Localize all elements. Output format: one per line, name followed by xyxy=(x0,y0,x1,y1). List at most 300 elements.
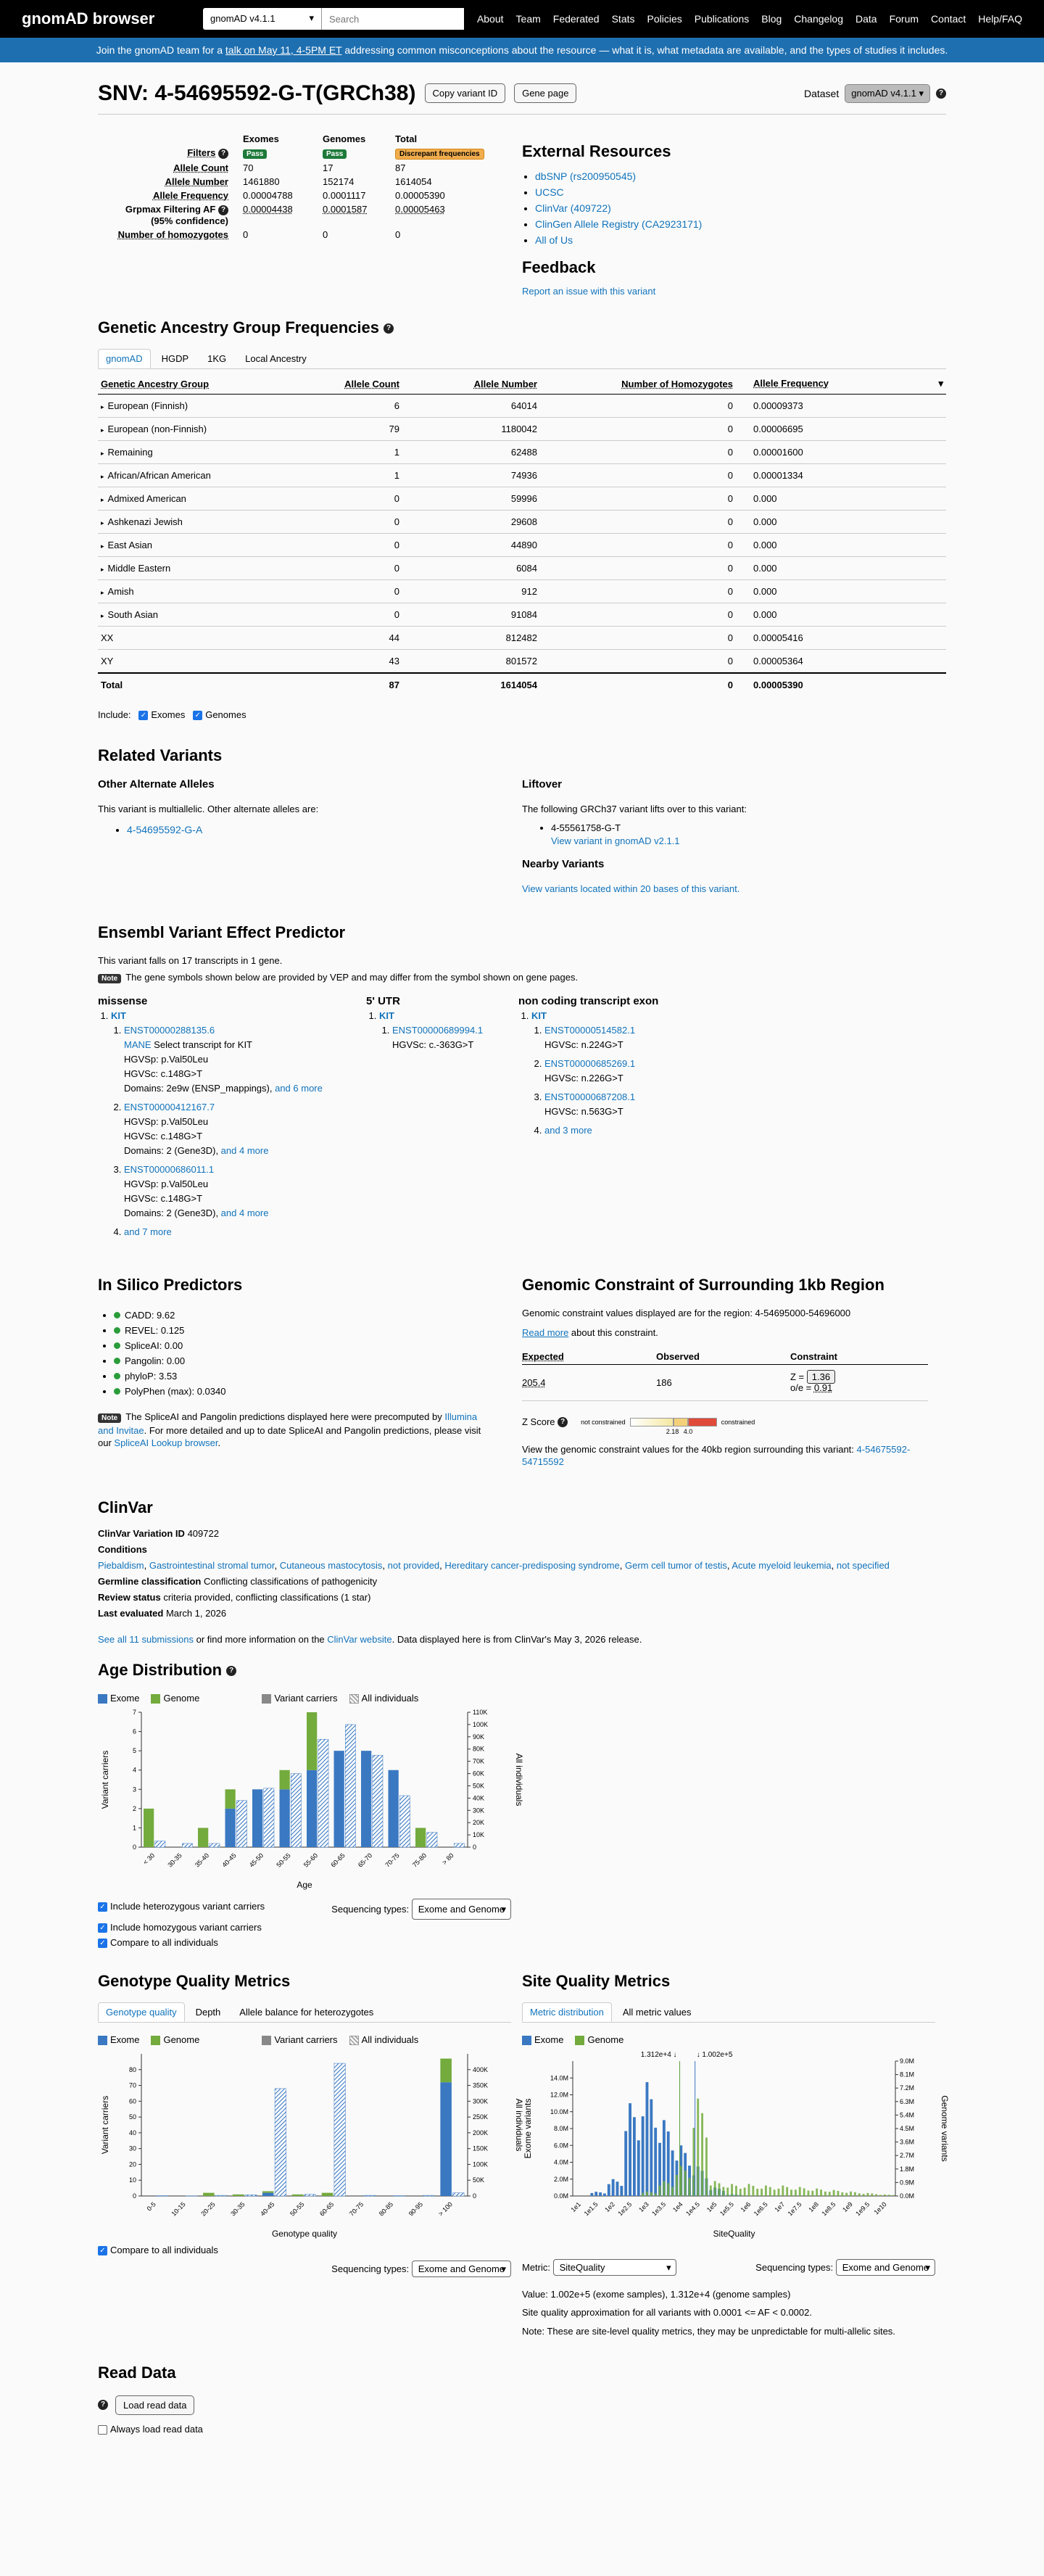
y-tick-label: 4.0M xyxy=(553,2158,568,2166)
x-tick-label: 40-45 xyxy=(259,2200,276,2218)
cell-text: European (Finnish) xyxy=(107,400,188,411)
bar-genome xyxy=(705,2137,708,2196)
dataset-selector xyxy=(804,84,946,103)
exome-grpmax[interactable]: 0.00004438 xyxy=(243,204,293,215)
group-cell xyxy=(98,464,315,487)
sq-seq-type-select[interactable]: Exome and Genome ▾ xyxy=(836,2259,935,2276)
transcript-link[interactable]: ENST00000687208.1 xyxy=(544,1091,636,1102)
group-cell xyxy=(98,673,315,696)
genome-hom: 0 xyxy=(323,228,328,240)
help-icon[interactable]: ? xyxy=(218,149,228,159)
bar-exome xyxy=(646,2082,649,2196)
allofus-link[interactable]: All of Us xyxy=(535,234,573,246)
bar-exome xyxy=(612,2179,615,2195)
expand-caret-icon[interactable]: ▸ xyxy=(101,403,104,410)
cell-text: 1614054 xyxy=(500,679,537,690)
x-tick-label: 1e6.5 xyxy=(752,2200,769,2218)
clinvar-see-mid: or find more information on the xyxy=(194,1633,328,1645)
more-domains-link[interactable]: and 4 more xyxy=(220,1207,269,1218)
liftover xyxy=(522,778,946,894)
search-input[interactable] xyxy=(322,8,464,30)
homozygotes-cell xyxy=(540,673,736,696)
y-tick-label: 7 xyxy=(132,1708,136,1716)
y-tick-label: 5 xyxy=(132,1746,136,1754)
x-axis-label: SiteQuality xyxy=(713,2228,755,2239)
nav-forum[interactable]: Forum xyxy=(889,13,919,25)
nav-links xyxy=(477,13,1022,25)
header-group[interactable]: Genetic Ancestry Group xyxy=(98,373,315,395)
legend-label: All individuals xyxy=(361,2034,419,2045)
table-row[interactable] xyxy=(98,650,946,673)
genomes-checkbox-label: Genomes xyxy=(205,709,246,720)
total-ac: 87 xyxy=(395,162,406,173)
metric-select[interactable]: SiteQuality ▾ xyxy=(553,2259,676,2276)
expand-caret-icon[interactable]: ▸ xyxy=(101,496,104,503)
allele-frequency-cell xyxy=(736,511,946,534)
allele-number-cell xyxy=(402,557,540,580)
sort-desc-icon: ▾ xyxy=(938,378,943,389)
cell-text: 0.000 xyxy=(753,493,777,504)
bar-all-individuals xyxy=(334,2063,346,2196)
y2-tick-label: 0 xyxy=(473,2192,477,2200)
total-grpmax[interactable]: 0.00005463 xyxy=(395,204,445,215)
allele-count-cell xyxy=(315,673,402,696)
last-evaluated-label: Last evaluated xyxy=(98,1607,164,1619)
table-row[interactable] xyxy=(98,464,946,487)
sq-approx-text: Site quality approximation for all variants with 0.0001 <= AF < 0.0002. xyxy=(522,2306,812,2318)
tab-depth[interactable]: Depth xyxy=(195,2006,221,2018)
table-row[interactable] xyxy=(98,627,946,650)
nav-help[interactable]: Help/FAQ xyxy=(978,13,1022,25)
sq-note-text: Note: These are site-level quality metrics, they may be unpredictable for multi-allelic sites. xyxy=(522,2325,895,2337)
x-tick-label: 1e6 xyxy=(739,2200,753,2213)
other-alleles-text: This variant is multiallelic. Other alternate alleles are: xyxy=(98,803,319,814)
constraint-region-link[interactable]: 4-54675592-54715592 xyxy=(522,1443,911,1467)
zscore-label: Z Score xyxy=(522,1416,555,1428)
legend-swatch xyxy=(522,2036,531,2045)
homozygotes-cell xyxy=(540,557,736,580)
y-tick-label: 10 xyxy=(128,2176,136,2184)
gene-link[interactable]: KIT xyxy=(111,1010,126,1021)
x-tick-label: 50-55 xyxy=(275,1851,292,1869)
clinvar-link[interactable]: ClinVar (409722) xyxy=(535,202,611,214)
gene-link[interactable]: KIT xyxy=(379,1010,394,1021)
help-icon[interactable]: ? xyxy=(226,1666,236,1676)
legend-exome xyxy=(98,2034,139,2045)
allele-count-cell xyxy=(315,580,402,603)
bar-genome xyxy=(680,2166,682,2195)
header-homozygotes[interactable]: Number of Homozygotes xyxy=(540,373,736,395)
expected-value: 205.4 xyxy=(522,1376,546,1388)
y2-axis-label: Genome variants xyxy=(940,2094,950,2162)
cell-text: 0 xyxy=(727,540,733,550)
transcript-link[interactable]: ENST00000689994.1 xyxy=(392,1024,484,1036)
header-allele-number[interactable]: Allele Number xyxy=(402,373,540,395)
banner-text-after: addressing common misconceptions about the resource — what it is, what metadata are available, and the types of studies it includes. xyxy=(341,44,948,56)
genome-af: 0.0001117 xyxy=(323,190,366,201)
y-tick-label: 10.0M xyxy=(550,2108,568,2115)
header-allele-frequency[interactable] xyxy=(736,373,946,395)
bar-all-individuals xyxy=(182,1844,192,1847)
bar-genome xyxy=(735,2186,737,2196)
clinvar-website-link[interactable]: ClinVar website xyxy=(327,1633,392,1645)
y2-tick-label: 150K xyxy=(473,2144,489,2152)
gene-link[interactable]: KIT xyxy=(531,1010,547,1021)
y2-tick-label: 300K xyxy=(473,2097,489,2105)
table-row[interactable] xyxy=(98,557,946,580)
legend-genome xyxy=(151,1693,199,1704)
header-af-text: Allele Frequency xyxy=(753,378,829,389)
tab-hgdp[interactable]: HGDP xyxy=(161,353,189,364)
insilico-note xyxy=(98,1411,489,1449)
bar-genome xyxy=(816,2188,818,2195)
allele-frequency-cell xyxy=(736,487,946,511)
condition-link[interactable]: Acute myeloid leukemia xyxy=(732,1559,832,1571)
tab-allele-balance[interactable]: Allele balance for heterozygotes xyxy=(239,2006,374,2018)
table-row[interactable] xyxy=(98,580,946,603)
copy-variant-id-button[interactable]: Copy variant ID xyxy=(425,83,506,103)
y-tick-label: 1 xyxy=(132,1824,136,1832)
dataset-dropdown[interactable] xyxy=(845,84,930,103)
bar-all-individuals xyxy=(427,1832,437,1846)
load-read-data-button[interactable]: Load read data xyxy=(115,2395,194,2415)
total-hom: 0 xyxy=(395,228,401,240)
nc-column xyxy=(518,994,700,1239)
status-dot-icon xyxy=(114,1388,120,1395)
y2-tick-label: 1.8M xyxy=(900,2165,915,2173)
gq-seq-type-select[interactable]: Exome and Genome ▾ xyxy=(412,2261,511,2277)
table-row[interactable] xyxy=(98,441,946,464)
vep-text: This variant falls on 17 transcripts in 1 gene. xyxy=(98,954,283,966)
y2-tick-label: 50K xyxy=(473,2176,485,2184)
review-value: criteria provided, conflicting classifications (1 star) xyxy=(163,1591,371,1603)
read-more-link[interactable]: Read more xyxy=(522,1326,569,1338)
expand-caret-icon[interactable]: ▸ xyxy=(101,542,104,550)
legend-all xyxy=(349,1693,419,1704)
sq-section xyxy=(522,1971,950,2337)
bar-genome xyxy=(790,2189,792,2196)
bar-genome xyxy=(415,1828,426,1847)
illumina-link[interactable]: Illumina and Invitae xyxy=(98,1411,478,1436)
cell-text: 0.000 xyxy=(753,609,777,620)
y2-tick-label: 9.0M xyxy=(900,2057,915,2065)
allele-count-cell xyxy=(315,557,402,580)
dbsnp-link[interactable]: dbSNP (rs200950545) xyxy=(535,170,637,182)
constraint-readmore xyxy=(522,1327,946,1338)
bar-genome xyxy=(888,2195,890,2196)
cell-text: Amish xyxy=(107,586,134,597)
ancestry-title xyxy=(98,318,946,337)
cell-text: 91084 xyxy=(510,609,537,620)
cell-text: 0.00005364 xyxy=(753,655,803,666)
help-icon[interactable]: ? xyxy=(98,2400,108,2410)
cell-text: African/African American xyxy=(107,470,211,481)
tab-metric-distribution[interactable]: Metric distribution xyxy=(522,2002,612,2022)
expand-caret-icon[interactable]: ▸ xyxy=(101,519,104,527)
germline-value: Conflicting classifications of pathogenicity xyxy=(203,1575,378,1587)
expand-caret-icon[interactable]: ▸ xyxy=(101,450,104,457)
bar-all-individuals xyxy=(264,1788,274,1846)
banner-talk-link[interactable]: talk on May 11, 4-5PM ET xyxy=(225,44,342,56)
x-tick-label: 1e4 xyxy=(671,2200,684,2213)
sq-legend xyxy=(522,2034,946,2045)
phylop-score: phyloP: 3.53 xyxy=(125,1370,178,1382)
tab-all-metric-values[interactable]: All metric values xyxy=(622,2006,692,2018)
sq-value-text: Value: 1.002e+5 (exome samples), 1.312e+4 (genome samples) xyxy=(522,2288,791,2300)
homozygotes-cell xyxy=(540,511,736,534)
condition-link[interactable]: Germ cell tumor of testis xyxy=(624,1559,727,1571)
x-tick-label: 50-55 xyxy=(289,2200,306,2218)
exome-an: 1461880 xyxy=(243,176,280,187)
bar-genome xyxy=(854,2192,856,2195)
col-genomes: Genomes xyxy=(323,133,366,144)
constraint-view xyxy=(522,1443,928,1468)
cell-text: 0 xyxy=(727,470,733,481)
more-transcripts-link[interactable]: and 3 more xyxy=(544,1124,592,1136)
liftover-list xyxy=(551,822,946,848)
genomes-checkbox[interactable]: ✓ xyxy=(193,711,202,720)
hgvsc: HGVSc: c.148G>T xyxy=(124,1068,203,1079)
more-domains-link[interactable]: and 4 more xyxy=(220,1144,269,1156)
nav-policies[interactable]: Policies xyxy=(647,13,682,25)
status-dot-icon xyxy=(114,1342,120,1349)
gq-compare-checkbox[interactable]: ✓ xyxy=(98,2246,107,2255)
homozygotes-cell xyxy=(540,464,736,487)
header-allele-count[interactable]: Allele Count xyxy=(315,373,402,395)
brand-logo[interactable]: gnomAD browser xyxy=(22,9,155,28)
y2-tick-label: 2.7M xyxy=(900,2151,915,2159)
germline-label: Germline classification xyxy=(98,1575,202,1587)
bar-exome xyxy=(633,2117,636,2196)
seq-type-label: Sequencing types: xyxy=(331,2263,410,2274)
help-icon[interactable]: ? xyxy=(558,1417,568,1427)
legend-swatch xyxy=(262,1694,271,1704)
dataset-select[interactable]: gnomAD v4.1.1 ▾ xyxy=(203,8,322,30)
genome-grpmax[interactable]: 0.0001587 xyxy=(323,204,368,215)
ancestry-table xyxy=(98,373,946,696)
nav-publications[interactable]: Publications xyxy=(694,13,750,25)
nearby-link[interactable]: View variants located within 20 bases of this variant. xyxy=(522,883,740,894)
y2-tick-label: 4.5M xyxy=(900,2124,915,2132)
table-row[interactable] xyxy=(98,487,946,511)
ucsc-link[interactable]: UCSC xyxy=(535,186,564,198)
bar-genome xyxy=(684,2171,687,2196)
homozygotes-cell xyxy=(540,441,736,464)
bar-genome xyxy=(786,2187,788,2195)
y2-tick-label: 80K xyxy=(473,1745,485,1753)
condition-link[interactable]: Cutaneous mastocytosis xyxy=(279,1559,383,1571)
table-row[interactable] xyxy=(98,511,946,534)
more-domains-link[interactable]: and 6 more xyxy=(275,1082,323,1094)
pangolin-score: Pangolin: 0.00 xyxy=(125,1355,186,1366)
transcript-link[interactable]: ENST00000514582.1 xyxy=(544,1024,636,1036)
cell-text: Admixed American xyxy=(107,493,186,504)
table-row[interactable] xyxy=(98,534,946,557)
nav-blog[interactable]: Blog xyxy=(761,13,782,25)
y-tick-label: 70 xyxy=(128,2081,136,2089)
status-badge: Pass xyxy=(243,149,267,159)
cell-text: Remaining xyxy=(107,447,153,458)
age-options xyxy=(98,1899,522,1950)
more-transcripts-link[interactable]: and 7 more xyxy=(124,1226,172,1237)
cell-text: 0 xyxy=(727,400,733,411)
oe-value: 0.91 xyxy=(813,1382,833,1394)
expand-caret-icon[interactable]: ▸ xyxy=(101,612,104,619)
table-row[interactable] xyxy=(98,603,946,627)
help-icon[interactable]: ? xyxy=(384,323,394,334)
x-tick-label: 1e7 xyxy=(773,2200,787,2213)
other-allele-link[interactable]: 4-54695592-G-A xyxy=(127,823,203,835)
nav-about[interactable]: About xyxy=(476,13,504,25)
report-issue-link[interactable]: Report an issue with this variant xyxy=(522,286,656,297)
include-label: Include: xyxy=(98,709,131,720)
hom-checkbox[interactable]: ✓ xyxy=(98,1923,107,1933)
clingen-link[interactable]: ClinGen Allele Registry (CA2923171) xyxy=(535,218,703,230)
y-tick-label: 8.0M xyxy=(553,2124,568,2132)
tab-1kg[interactable]: 1KG xyxy=(207,353,227,364)
expand-caret-icon[interactable]: ▸ xyxy=(101,589,104,596)
bar-exome xyxy=(334,1751,344,1847)
allele-number-cell xyxy=(402,464,540,487)
transcript-link[interactable]: ENST00000686011.1 xyxy=(124,1163,215,1175)
genome-ac: 17 xyxy=(323,162,334,173)
bar-genome xyxy=(884,2195,886,2196)
tab-local-ancestry[interactable]: Local Ancestry xyxy=(245,353,307,364)
zscore-bar xyxy=(630,1418,717,1435)
hgvsc: HGVSc: c.-363G>T xyxy=(392,1039,474,1050)
compare-checkbox[interactable]: ✓ xyxy=(98,1939,107,1948)
note-badge: Note xyxy=(98,1413,121,1423)
cell-text: 43 xyxy=(389,655,399,666)
nav-federated[interactable]: Federated xyxy=(552,13,600,25)
bar-all-individuals xyxy=(215,2195,227,2196)
condition-link[interactable]: Piebaldism xyxy=(98,1559,144,1571)
dataset-label: Dataset xyxy=(803,87,840,99)
compare-checkbox-label: Compare to all individuals xyxy=(110,1936,218,1948)
table-row[interactable] xyxy=(98,418,946,441)
y2-tick-label: 40K xyxy=(473,1793,485,1801)
gene-page-button[interactable]: Gene page xyxy=(514,83,576,103)
exomes-checkbox[interactable]: ✓ xyxy=(138,711,148,720)
y-tick-label: 14.0M xyxy=(550,2073,568,2081)
help-icon[interactable]: ? xyxy=(218,205,228,215)
bar-exome xyxy=(594,2192,597,2196)
read-data-controls xyxy=(98,2395,946,2415)
nav-stats[interactable]: Stats xyxy=(611,13,635,25)
y-axis-label: Variant carriers xyxy=(100,2095,110,2154)
bar-genome xyxy=(799,2187,801,2195)
y2-tick-label: 110K xyxy=(473,1708,488,1716)
condition-link[interactable]: Gastrointestinal stromal tumor xyxy=(149,1559,275,1571)
cell-text: 1 xyxy=(394,470,399,481)
tab-gnomad[interactable]: gnomAD xyxy=(98,349,151,368)
feedback-title: Feedback xyxy=(522,258,596,276)
nav-changelog[interactable]: Changelog xyxy=(794,13,844,25)
see-all-submissions-link[interactable]: See all 11 submissions xyxy=(98,1633,194,1645)
x-tick-label: 20-25 xyxy=(199,2200,217,2218)
homozygotes-cell xyxy=(540,580,736,603)
allele-frequency-cell xyxy=(736,534,946,557)
table-row[interactable] xyxy=(98,395,946,418)
y-tick-label: 0.0M xyxy=(553,2192,568,2200)
legend-label: Exome xyxy=(534,2034,564,2045)
condition-link[interactable]: not specified xyxy=(836,1559,890,1571)
age-legend xyxy=(98,1693,522,1704)
mane-link[interactable]: MANE xyxy=(124,1039,152,1050)
z-label: Z = xyxy=(790,1371,807,1383)
seq-type-select[interactable]: Exome and Genome ▾ xyxy=(412,1899,511,1920)
other-alleles-title: Other Alternate Alleles xyxy=(98,777,215,790)
grpmax-label-text: Grpmax Filtering AF xyxy=(125,204,216,215)
cell-text: Total xyxy=(101,679,123,690)
tab-genotype-quality[interactable]: Genotype quality xyxy=(98,2002,185,2022)
read-data-section xyxy=(98,2364,946,2435)
transcript-link[interactable]: ENST00000685269.1 xyxy=(544,1057,636,1069)
y2-tick-label: 200K xyxy=(473,2129,489,2137)
spliceai-lookup-link[interactable]: SpliceAI Lookup browser xyxy=(114,1437,218,1448)
x-tick-label: 70-75 xyxy=(347,2200,365,2218)
y-tick-label: 2 xyxy=(132,1804,136,1812)
always-load-checkbox[interactable] xyxy=(98,2425,107,2435)
bar-genome xyxy=(650,2192,652,2195)
het-checkbox[interactable]: ✓ xyxy=(98,1902,107,1912)
group-cell xyxy=(98,395,315,418)
condition-link[interactable]: not provided xyxy=(387,1559,440,1571)
cell-text: 0 xyxy=(727,586,733,597)
missense-column xyxy=(98,994,337,1239)
nav-data[interactable]: Data xyxy=(856,13,877,25)
expand-caret-icon[interactable]: ▸ xyxy=(101,426,104,434)
expand-caret-icon[interactable]: ▸ xyxy=(101,473,104,480)
bar-exome xyxy=(616,2181,619,2196)
legend-swatch xyxy=(151,1694,160,1704)
x-tick-label: 1e10 xyxy=(872,2200,888,2216)
transcript-link[interactable]: ENST00000288135.6 xyxy=(124,1024,215,1036)
bar-all-individuals xyxy=(236,1800,246,1846)
y2-tick-label: 8.1M xyxy=(900,2071,915,2078)
homozygotes-cell xyxy=(540,487,736,511)
expand-caret-icon[interactable]: ▸ xyxy=(101,566,104,573)
homozygotes-cell xyxy=(540,603,736,627)
cell-text: 0 xyxy=(727,493,733,504)
bar-genome xyxy=(701,2113,703,2196)
metric-label: Metric: xyxy=(522,2261,550,2273)
bar-all-individuals xyxy=(275,2089,286,2196)
y2-tick-label: 100K xyxy=(473,1720,489,1728)
nav-team[interactable]: Team xyxy=(515,13,541,25)
constraint-header: Constraint xyxy=(790,1350,837,1362)
cell-text: 0 xyxy=(727,447,733,458)
transcript-link[interactable]: ENST00000412167.7 xyxy=(124,1101,215,1112)
nav-contact[interactable]: Contact xyxy=(931,13,966,25)
condition-link[interactable]: Hereditary cancer-predisposing syndrome xyxy=(444,1559,620,1571)
group-cell xyxy=(98,441,315,464)
y-axis-label: Variant carriers xyxy=(100,1750,110,1809)
x-tick-label: > 100 xyxy=(436,2200,454,2218)
bar-genome xyxy=(667,2183,669,2196)
cell-text: 801572 xyxy=(505,655,537,666)
col-total: Total xyxy=(395,133,418,144)
top-navigation xyxy=(0,0,1044,38)
legend-swatch xyxy=(349,1694,359,1704)
help-icon[interactable]: ? xyxy=(936,88,946,99)
x-tick-label: 65-70 xyxy=(356,1851,374,1869)
bar-exome xyxy=(654,2128,657,2196)
liftover-link[interactable]: View variant in gnomAD v2.1.1 xyxy=(551,835,680,846)
bar-all-individuals xyxy=(364,2195,376,2196)
insilico-title: In Silico Predictors xyxy=(98,1275,243,1294)
y2-tick-label: 7.2M xyxy=(900,2084,915,2092)
